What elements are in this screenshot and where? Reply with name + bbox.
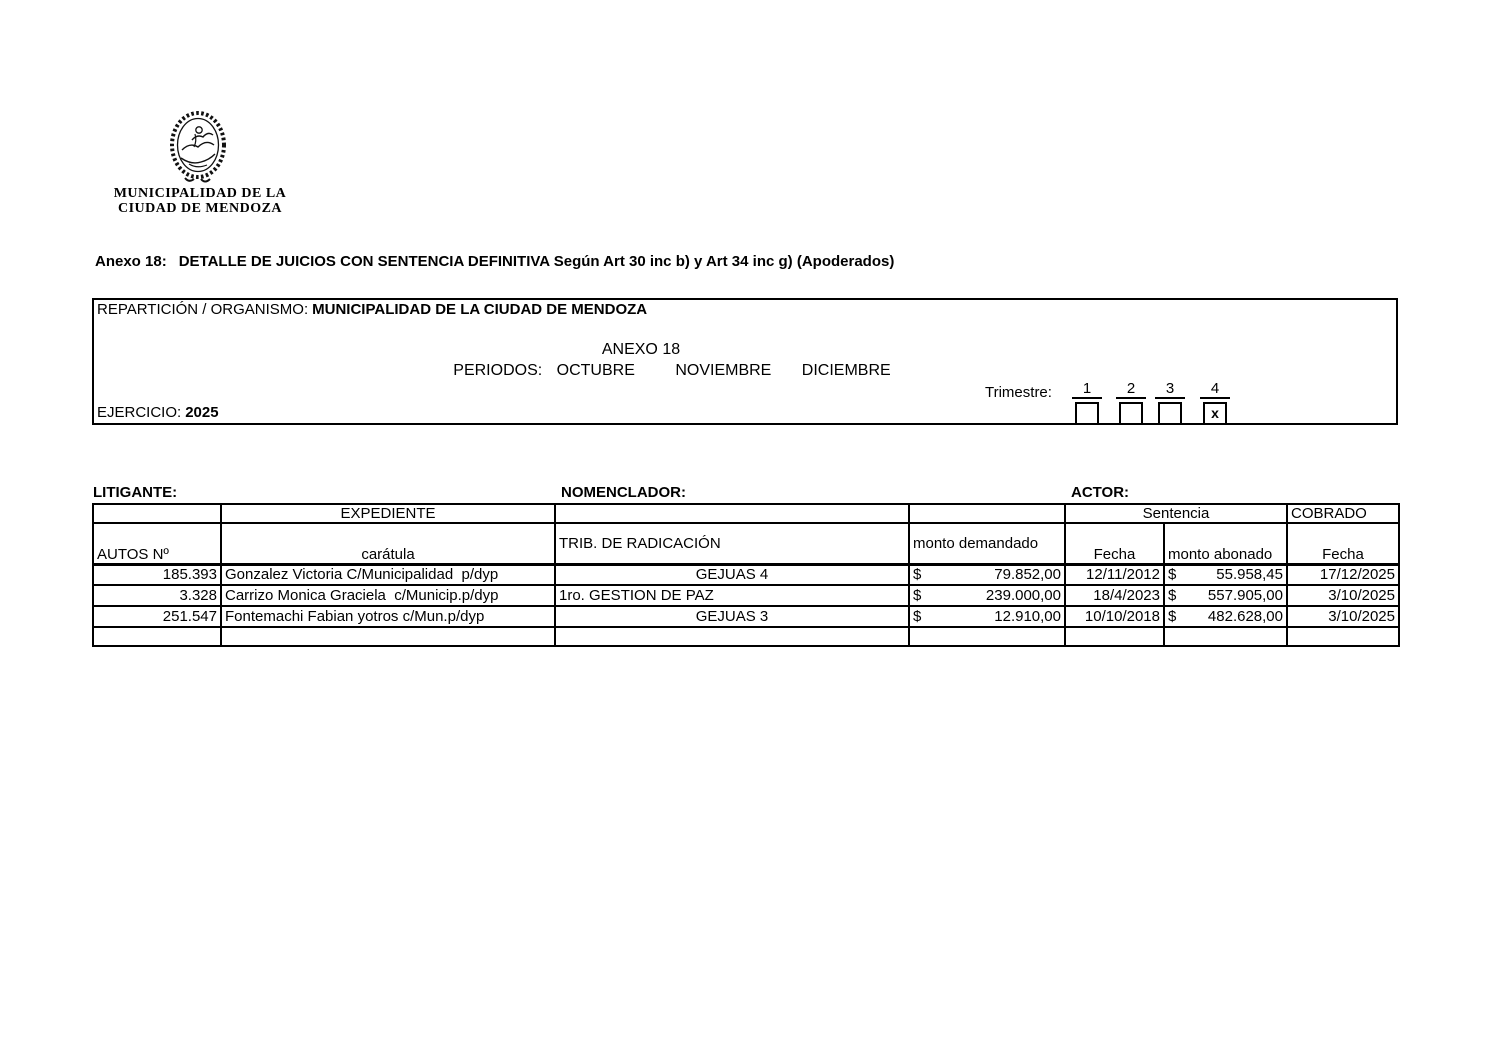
currency-symbol: $ [1168, 608, 1177, 625]
cell-fecha-sentencia: 18/4/2023 [1065, 585, 1164, 606]
header-autos: AUTOS Nº [93, 523, 221, 564]
empty-cell [221, 627, 555, 646]
periodos-label: PERIODOS: [453, 362, 543, 379]
title-anexo-label: Anexo 18: [95, 253, 167, 270]
header-empty-trib [555, 504, 909, 523]
cell-monto-abonado [1164, 585, 1287, 606]
empty-cell [909, 627, 1065, 646]
ejercicio-value: 2025 [185, 404, 219, 421]
cell-monto-abonado [1164, 606, 1287, 627]
header-expediente: EXPEDIENTE [221, 504, 555, 523]
cell-caratula: Carrizo Monica Graciela c/Municip.p/dyp [221, 585, 555, 606]
juicios-table [92, 503, 1400, 647]
cell-monto-demandado [909, 564, 1065, 585]
logo-text-line1: MUNICIPALIDAD DE LA [113, 186, 287, 201]
table-row [93, 585, 1399, 606]
amount: 239.000,00 [985, 587, 1061, 604]
table-header-columns-row [93, 523, 1399, 564]
header-fecha-cobrado: Fecha [1287, 523, 1399, 564]
currency-symbol: $ [913, 608, 922, 625]
cell-caratula: Gonzalez Victoria C/Municipalidad p/dyp [221, 564, 555, 585]
header-fecha-sentencia: Fecha [1065, 523, 1164, 564]
cell-trib: GEJUAS 3 [555, 606, 909, 627]
cell-trib: GEJUAS 4 [555, 564, 909, 585]
cell-fecha-sentencia: 10/10/2018 [1065, 606, 1164, 627]
cell-autos: 185.393 [93, 564, 221, 585]
header-sentencia: Sentencia [1065, 504, 1287, 523]
actor-label: ACTOR: [1071, 484, 1130, 501]
reparticion-label: REPARTICIÓN / ORGANISMO: [97, 301, 309, 318]
logo-text-line2: CIUDAD DE MENDOZA [117, 201, 283, 216]
reparticion-value: MUNICIPALIDAD DE LA CIUDAD DE MENDOZA [312, 301, 648, 318]
trimestre-label: Trimestre: [985, 384, 1052, 401]
cell-monto-demandado [909, 585, 1065, 606]
municipality-logo [105, 110, 295, 216]
table-row [93, 564, 1399, 585]
periodo-diciembre: DICIEMBRE [801, 362, 891, 379]
ejercicio-line [97, 404, 219, 421]
cell-autos: 251.547 [93, 606, 221, 627]
header-empty-autos [93, 504, 221, 523]
trimestre-number-3: 3 [1155, 380, 1185, 399]
periodos-line [94, 362, 1250, 380]
cell-fecha-cobrado: 3/10/2025 [1287, 585, 1399, 606]
cell-fecha-cobrado: 3/10/2025 [1287, 606, 1399, 627]
trimestre-number-4: 4 [1200, 380, 1230, 399]
title-text: DETALLE DE JUICIOS CON SENTENCIA DEFINITIVA Según Art 30 inc b) y Art 34 inc g) (Apoderados) [178, 253, 895, 270]
empty-cell [93, 627, 221, 646]
header-caratula: carátula [221, 523, 555, 564]
cell-autos: 3.328 [93, 585, 221, 606]
empty-cell [555, 627, 909, 646]
empty-cell [1287, 627, 1399, 646]
header-empty-monto [909, 504, 1065, 523]
trimestre-checkbox-3[interactable] [1158, 402, 1182, 425]
nomenclador-label: NOMENCLADOR: [561, 484, 686, 501]
trimestre-option-2 [1116, 380, 1146, 425]
trimestre-checkbox-2[interactable] [1119, 402, 1143, 425]
currency-symbol: $ [1168, 566, 1177, 584]
cell-caratula: Fontemachi Fabian yotros c/Mun.p/dyp [221, 606, 555, 627]
header-monto-demandado: monto demandado [909, 523, 1065, 564]
anexo-heading: ANEXO 18 [601, 341, 681, 358]
currency-symbol: $ [913, 587, 922, 604]
document-title [95, 253, 894, 270]
table-row [93, 606, 1399, 627]
periodo-octubre: OCTUBRE [556, 362, 635, 379]
trimestre-option-1 [1072, 380, 1102, 425]
amount: 55.958,45 [1216, 566, 1283, 584]
periodo-noviembre: NOVIEMBRE [675, 362, 772, 379]
empty-cell [1164, 627, 1287, 646]
cell-fecha-cobrado: 17/12/2025 [1287, 564, 1399, 585]
reparticion-line [97, 301, 647, 318]
cell-fecha-sentencia: 12/11/2012 [1065, 564, 1164, 585]
trimestre-number-2: 2 [1116, 380, 1146, 399]
empty-cell [1065, 627, 1164, 646]
header-trib-radicacion: TRIB. DE RADICACIÓN [555, 523, 909, 564]
trimestre-number-1: 1 [1072, 380, 1102, 399]
crest-icon [165, 110, 231, 184]
amount: 12.910,00 [994, 608, 1061, 625]
amount: 79.852,00 [994, 566, 1061, 584]
header-info-box [92, 298, 1398, 425]
currency-symbol: $ [913, 566, 922, 584]
amount: 557.905,00 [1207, 587, 1283, 604]
header-cobrado: COBRADO [1287, 504, 1399, 523]
trimestre-option-3 [1155, 380, 1185, 425]
ejercicio-label: EJERCICIO: [97, 404, 182, 421]
amount: 482.628,00 [1207, 608, 1283, 625]
cell-monto-abonado [1164, 564, 1287, 585]
logo-text [105, 186, 295, 216]
cell-monto-demandado [909, 606, 1065, 627]
trimestre-checkbox-1[interactable] [1075, 402, 1099, 425]
header-monto-abonado: monto abonado [1164, 523, 1287, 564]
table-row-empty [93, 627, 1399, 646]
litigante-label: LITIGANTE: [93, 484, 178, 501]
table-header-group-row [93, 504, 1399, 523]
cell-trib: 1ro. GESTION DE PAZ [555, 585, 909, 606]
currency-symbol: $ [1168, 587, 1177, 604]
trimestre-option-4 [1200, 380, 1230, 425]
trimestre-checkbox-4[interactable]: x [1203, 402, 1227, 425]
